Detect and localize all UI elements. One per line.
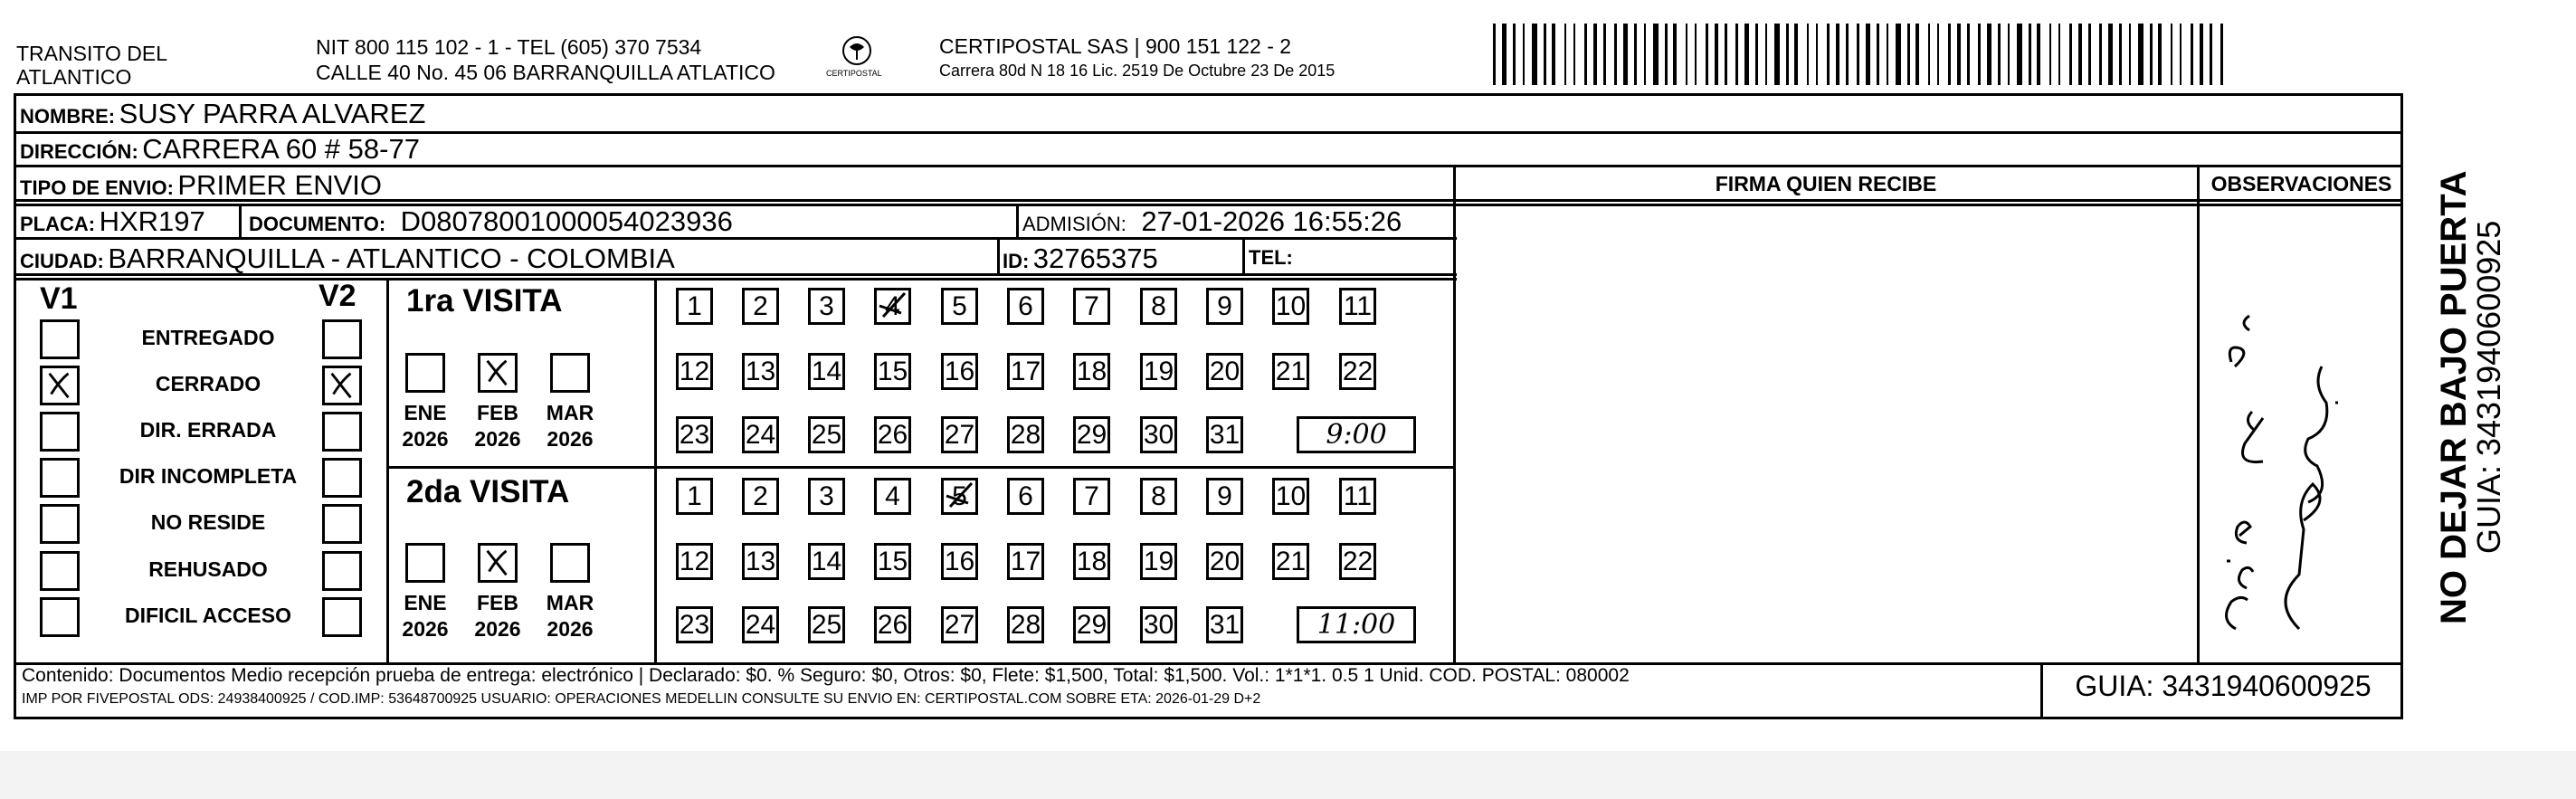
org-line-2: ATLANTICO [16,65,132,89]
content-line: Contenido: Documentos Medio recepción prueba de entrega: electrónico | Declarado: $0. % Seguro: $0, Otros: $0, Flete: $1,500, Total: $1,500. Vol.: 1*1*1. 0.5 1 Unid. COD. POSTAL: 080002 [22,665,1630,686]
day-cell[interactable]: 5 [941,288,978,325]
v1-label: V1 [40,281,78,316]
day-cell[interactable]: 7 [1073,288,1110,325]
day-cell[interactable]: 19 [1140,353,1177,390]
name-row [20,98,425,130]
shipment-type: PRIMER ENVIO [177,169,383,201]
day-cell[interactable]: 28 [1007,606,1044,643]
tel-label: TEL: [1249,246,1293,269]
day-cell[interactable]: 28 [1007,416,1044,453]
barcode [1493,24,2226,85]
v1-checkbox[interactable] [40,504,80,544]
day-cell[interactable]: 17 [1007,543,1044,580]
day-cell[interactable]: 14 [808,543,845,580]
v2-checkbox[interactable] [322,366,362,405]
day-cell[interactable]: 2 [742,478,779,515]
day-cell[interactable]: 1 [676,478,713,515]
day-cell[interactable]: 16 [941,353,978,390]
admission-value: 27-01-2026 16:55:26 [1141,205,1402,237]
city-label: CIUDAD: [20,250,104,272]
status-label: CERRADO [155,372,261,395]
org-address: CALLE 40 No. 45 06 BARRANQUILLA ATLATICO [316,61,775,84]
status-label: DIFICIL ACCESO [124,604,291,627]
certipostal-logo [819,33,891,85]
day-cell[interactable]: 5 [941,478,978,515]
day-cell[interactable]: 24 [742,606,779,643]
day-cell[interactable]: 15 [874,543,911,580]
license-text: Carrera 80d N 18 16 Lic. 2519 De Octubre 23 De 2015 [939,62,1336,80]
imp-line: IMP POR FIVEPOSTAL ODS: 24938400925 / COD.IMP: 53648700925 USUARIO: OPERACIONES MEDELLIN CONSULTE SU ENVIO EN: CERTIPOSTAL.COM SOBRE ETA: 2026-01-29 D+2 [22,691,1261,707]
city-row [20,243,675,275]
day-cell[interactable]: 24 [742,416,779,453]
day-cell[interactable]: 3 [808,478,845,515]
v1-checkbox[interactable] [40,412,80,452]
month-checkbox[interactable] [405,543,445,583]
day-cell[interactable]: 21 [1272,353,1309,390]
month-label: ENE 2026 [402,591,449,641]
day-cell[interactable]: 26 [874,606,911,643]
status-label: REHUSADO [148,557,268,581]
name-label: NOMBRE: [20,105,116,128]
tel-row [1249,246,1293,270]
day-cell[interactable]: 17 [1007,353,1044,390]
scan-margin [0,751,2576,799]
day-cell[interactable]: 12 [676,353,713,390]
nit-text: NIT 800 115 102 - 1 - TEL (605) 370 7534 [316,35,702,59]
v1-checkbox[interactable] [40,366,80,405]
type-label: TIPO DE ENVIO: [20,176,174,199]
admission-row [1022,205,1402,238]
day-cell[interactable]: 3 [808,288,845,325]
visit-time-box[interactable]: 9:00 [1297,416,1416,453]
month-label: MAR 2026 [546,591,594,641]
day-cell[interactable]: 11 [1339,288,1376,325]
day-cell[interactable]: 23 [676,606,713,643]
month-checkbox[interactable] [550,353,590,393]
footer-guia: GUIA: 3431940600925 [2075,670,2372,702]
day-cell[interactable]: 4 [874,288,911,325]
v2-checkbox[interactable] [322,319,362,359]
org-contact [316,34,775,85]
month-checkbox[interactable] [405,353,445,393]
org-name [16,42,167,89]
v2-checkbox[interactable] [322,597,362,637]
day-cell[interactable]: 11 [1339,478,1376,515]
v2-label: V2 [318,279,356,313]
day-cell[interactable]: 1 [676,288,713,325]
day-cell[interactable]: 6 [1007,288,1044,325]
status-label: DIR. ERRADA [139,418,277,442]
id-label: ID: [1003,250,1030,272]
check-mark-icon [325,368,359,403]
day-cell[interactable]: 30 [1140,416,1177,453]
check-mark-icon [480,356,515,390]
day-cell[interactable]: 4 [874,478,911,515]
v2-checkbox[interactable] [322,504,362,544]
day-cell[interactable]: 6 [1007,478,1044,515]
day-cell[interactable]: 14 [808,353,845,390]
day-cell[interactable]: 27 [941,416,978,453]
day-cell[interactable]: 2 [742,288,779,325]
day-cell[interactable]: 31 [1206,606,1243,643]
day-cell[interactable]: 18 [1073,353,1110,390]
side-warning: NO DEJAR BAJO PUERTA [2434,170,2474,624]
status-label: ENTREGADO [141,326,275,349]
day-cell[interactable]: 13 [742,353,779,390]
logo-text: CERTIPOSTAL [826,69,882,78]
id-value: 32765375 [1032,243,1158,274]
day-cell[interactable]: 18 [1073,543,1110,580]
check-mark-icon [874,288,911,325]
day-cell[interactable]: 25 [808,416,845,453]
day-cell[interactable]: 29 [1073,606,1110,643]
day-cell[interactable]: 22 [1339,353,1376,390]
day-cell[interactable]: 10 [1272,478,1309,515]
day-cell[interactable]: 10 [1272,288,1309,325]
day-cell[interactable]: 8 [1140,478,1177,515]
check-mark-icon [43,368,77,403]
status-label: DIR INCOMPLETA [119,464,298,488]
day-cell[interactable]: 31 [1206,416,1243,453]
v2-checkbox[interactable] [322,412,362,452]
plate-value: HXR197 [99,205,205,237]
v1-checkbox[interactable] [40,597,80,637]
day-cell[interactable]: 19 [1140,543,1177,580]
month-label: MAR 2026 [546,401,594,451]
day-cell[interactable]: 27 [941,606,978,643]
day-cell[interactable]: 23 [676,416,713,453]
day-cell[interactable]: 16 [941,543,978,580]
day-cell[interactable]: 26 [874,416,911,453]
day-cell[interactable]: 12 [676,543,713,580]
document-row [249,205,733,238]
day-cell[interactable]: 13 [742,543,779,580]
v2-checkbox[interactable] [322,458,362,498]
check-mark-icon [941,478,978,515]
v1-checkbox[interactable] [40,458,80,498]
status-label: NO RESIDE [150,510,266,534]
day-cell[interactable]: 29 [1073,416,1110,453]
day-cell[interactable]: 7 [1073,478,1110,515]
org-line-1: TRANSITO DEL [16,42,167,65]
observations-area[interactable] [2200,204,2403,662]
handwritten-observation [2200,204,2403,662]
observations-header: OBSERVACIONES [2210,172,2392,195]
day-cell[interactable]: 8 [1140,288,1177,325]
day-cell[interactable]: 9 [1206,478,1243,515]
first-visit-title: 1ra VISITA [406,283,563,319]
second-visit-title: 2da VISITA [406,474,570,509]
id-row [1003,243,1158,275]
month-label: FEB 2026 [474,591,521,641]
month-checkbox[interactable] [478,543,518,583]
document-label: DOCUMENTO: [249,213,386,235]
v1-checkbox[interactable] [40,319,80,359]
day-cell[interactable]: 22 [1339,543,1376,580]
type-row [20,169,382,202]
day-cell[interactable]: 9 [1206,288,1243,325]
day-cell[interactable]: 20 [1206,353,1243,390]
address-row [20,133,420,166]
signature-area[interactable] [1457,204,2197,662]
admission-label: ADMISIÓN: [1022,213,1126,235]
document-value: D08078001000054023936 [400,205,733,237]
address-label: DIRECCIÓN: [20,140,138,163]
day-cell[interactable]: 25 [808,606,845,643]
v2-checkbox[interactable] [322,551,362,591]
plate-label: PLACA: [20,213,96,235]
month-label: FEB 2026 [474,401,521,451]
month-checkbox[interactable] [550,543,590,583]
month-checkbox[interactable] [478,353,518,393]
v1-checkbox[interactable] [40,551,80,591]
day-cell[interactable]: 15 [874,353,911,390]
side-guia: GUIA: 3431940600925 [2470,220,2507,554]
company-name: CERTIPOSTAL SAS | 900 151 122 - 2 [939,34,1292,58]
recipient-name: SUSY PARRA ALVAREZ [119,98,426,129]
check-mark-icon [480,546,515,580]
plate-row [20,205,205,238]
city-value: BARRANQUILLA - ATLANTICO - COLOMBIA [108,243,675,274]
day-cell[interactable]: 20 [1206,543,1243,580]
month-label: ENE 2026 [402,401,449,451]
day-cell[interactable]: 21 [1272,543,1309,580]
day-cell[interactable]: 30 [1140,606,1177,643]
signature-header: FIRMA QUIEN RECIBE [1715,172,1937,195]
recipient-address: CARRERA 60 # 58-77 [142,133,420,165]
visit-time-box[interactable]: 11:00 [1297,606,1416,643]
